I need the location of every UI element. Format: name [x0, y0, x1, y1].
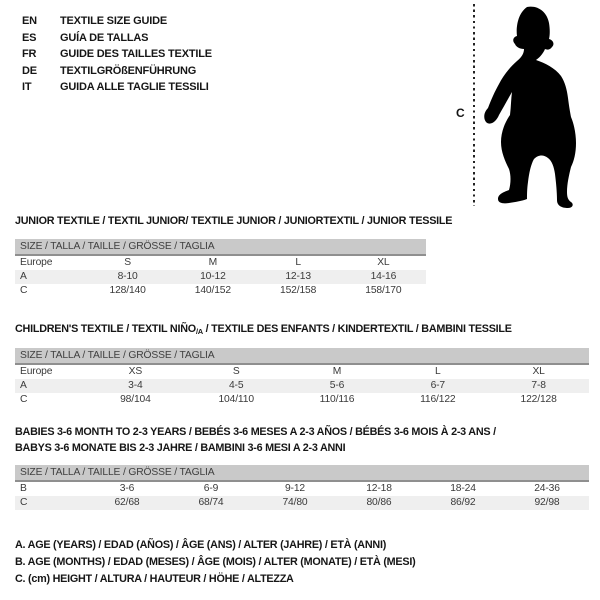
language-code: DE — [22, 64, 37, 77]
size-header-bar: SIZE / TALLA / TAILLE / GRÖSSE / TAGLIA — [15, 465, 589, 482]
table-cell: S — [232, 366, 240, 377]
children-size-table — [15, 348, 589, 407]
row-label: B — [20, 483, 27, 494]
table-cell: 12-18 — [366, 483, 392, 494]
table-cell: 68/74 — [198, 497, 224, 508]
table-cell: 14-16 — [370, 271, 397, 282]
table-cell: 92/98 — [534, 497, 560, 508]
babies-size-table — [15, 465, 589, 510]
section-title-junior: JUNIOR TEXTILE / TEXTIL JUNIOR/ TEXTILE JUNIOR / JUNIORTEXTIL / JUNIOR TESSILE — [15, 215, 453, 227]
table-cell: 3-4 — [128, 380, 143, 391]
height-marker-label: C — [456, 106, 465, 120]
baby-silhouette — [483, 4, 595, 212]
table-cell: 12-13 — [285, 271, 311, 282]
section-title-babies — [15, 425, 496, 456]
row-label: A — [20, 271, 27, 282]
junior-size-table — [15, 239, 426, 298]
row-label: C — [20, 394, 28, 405]
table-cell: 86/92 — [450, 497, 476, 508]
language-row — [22, 30, 212, 47]
language-title: GUÍA DE TALLAS — [60, 31, 149, 44]
section-title-babies-line1: BABIES 3-6 MONTH TO 2-3 YEARS / BEBÉS 3-6 MESES A 2-3 AÑOS / BÉBÉS 3-6 MOIS À 2-3 ANS / — [15, 426, 496, 438]
table-cell: 122/128 — [520, 394, 557, 405]
language-title: TEXTILE SIZE GUIDE — [60, 15, 168, 27]
table-cell: 152/158 — [280, 285, 317, 296]
legend-line-c: C. (cm) HEIGHT / ALTURA / HAUTEUR / HÖHE / ALTEZZA — [15, 573, 294, 585]
language-code: ES — [22, 31, 37, 44]
language-row — [22, 79, 212, 96]
section-title-children — [15, 322, 512, 340]
table-cell: 8-10 — [117, 271, 138, 282]
language-title: TEXTILGRÖßENFÜHRUNG — [60, 64, 197, 77]
table-row-europe — [15, 256, 426, 270]
table-cell: XL — [532, 366, 545, 377]
legend-line-a: A. AGE (YEARS) / EDAD (AÑOS) / ÂGE (ANS) / ALTER (JAHRE) / ETÀ (ANNI) — [15, 539, 387, 551]
table-cell: 128/140 — [109, 285, 146, 296]
row-label: C — [20, 497, 28, 508]
table-cell: 98/104 — [120, 394, 151, 405]
table-cell: 80/86 — [366, 497, 392, 508]
language-row — [22, 63, 212, 80]
table-cell: 10-12 — [200, 271, 226, 282]
language-list — [22, 13, 212, 96]
table-row-age — [15, 379, 589, 393]
size-header-bar: SIZE / TALLA / TAILLE / GRÖSSE / TAGLIA — [15, 348, 589, 365]
row-label: A — [20, 380, 27, 391]
table-cell: 74/80 — [282, 497, 308, 508]
table-cell: XL — [377, 257, 390, 268]
row-label: Europe — [20, 257, 53, 268]
table-cell: M — [332, 366, 342, 377]
table-cell: 24-36 — [534, 483, 560, 494]
language-row — [22, 46, 212, 63]
table-row-age-months — [15, 482, 589, 496]
table-cell: 140/152 — [194, 285, 231, 296]
table-cell: 158/170 — [365, 285, 402, 296]
table-cell: 5-6 — [329, 380, 345, 391]
table-cell: M — [208, 257, 218, 268]
language-code: EN — [22, 15, 37, 27]
legend — [15, 537, 415, 588]
table-cell: 6-7 — [430, 380, 445, 391]
language-code: IT — [22, 81, 32, 93]
table-cell: 4-5 — [228, 380, 244, 391]
table-row-europe — [15, 365, 589, 379]
table-cell: 7-8 — [531, 380, 546, 391]
table-cell: L — [295, 257, 301, 268]
row-label: C — [20, 285, 28, 296]
table-cell: XS — [128, 366, 143, 377]
table-cell: S — [124, 257, 131, 268]
language-title: GUIDE DES TAILLES TEXTILE — [60, 48, 212, 60]
table-cell: 62/68 — [114, 497, 140, 508]
table-row-height — [15, 496, 589, 510]
table-cell: 104/110 — [218, 394, 254, 405]
section-title-children-prefix: CHILDREN'S TEXTILE / TEXTIL NIÑO — [15, 323, 196, 335]
row-label: Europe — [20, 366, 53, 377]
table-cell: 9-12 — [284, 483, 305, 494]
legend-line-b: B. AGE (MONTHS) / EDAD (MESES) / ÂGE (MOIS) / ALTER (MONATE) / ETÀ (MESI) — [15, 556, 416, 568]
table-cell: 6-9 — [203, 483, 219, 494]
language-title: GUIDA ALLE TAGLIE TESSILI — [60, 81, 209, 93]
section-title-babies-line2: BABYS 3-6 MONATE BIS 2-3 JAHRE / BAMBINI 3-6 MESI A 2-3 ANNI — [15, 441, 346, 454]
table-cell: 3-6 — [119, 483, 135, 494]
language-code: FR — [22, 48, 37, 60]
size-header-bar: SIZE / TALLA / TAILLE / GRÖSSE / TAGLIA — [15, 239, 426, 256]
section-title-children-suffix: / TEXTILE DES ENFANTS / KINDERTEXTIL / BAMBINI TESSILE — [202, 323, 512, 335]
table-row-height — [15, 393, 589, 407]
language-row — [22, 13, 212, 30]
table-row-height — [15, 284, 426, 298]
height-measure-line — [473, 4, 475, 206]
table-cell: 18-24 — [450, 483, 476, 494]
table-cell: 116/122 — [420, 394, 456, 405]
table-cell: 110/116 — [319, 394, 355, 405]
table-cell: L — [435, 366, 441, 377]
section-title-children-subscript: /A — [195, 327, 203, 336]
table-row-age — [15, 270, 426, 284]
